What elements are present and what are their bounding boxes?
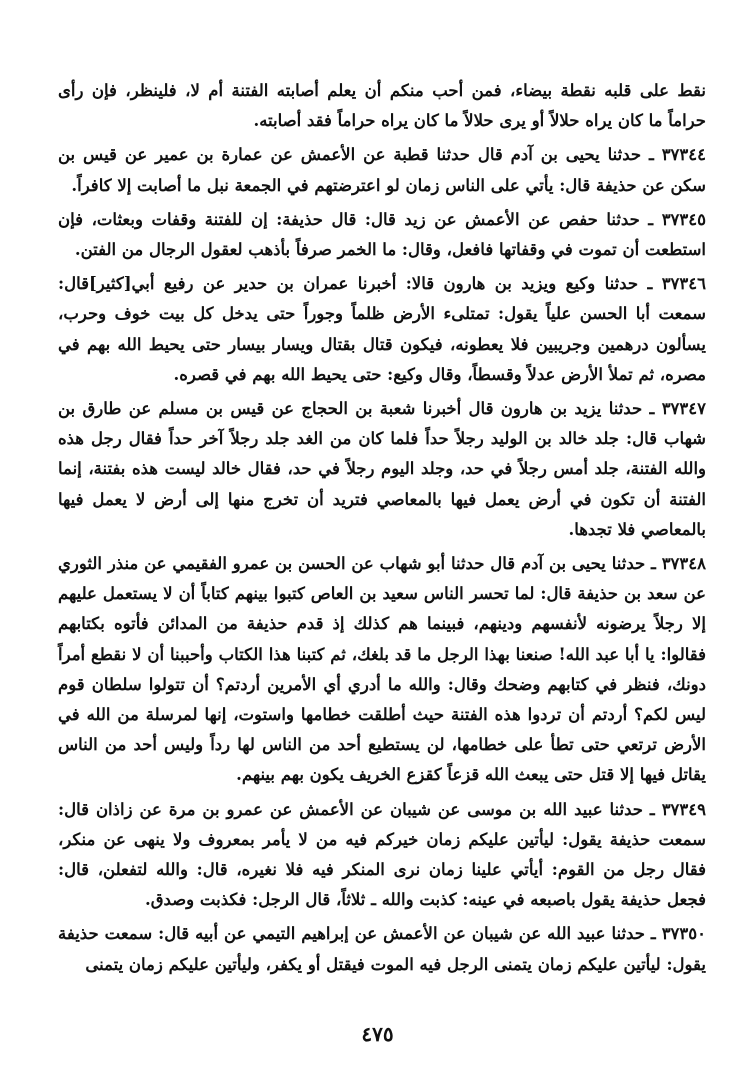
hadith-37344: ٣٧٣٤٤ ـ حدثنا يحيى بن آدم قال حدثنا قطبة عن الأعمش عن عمارة بن عمير عن قيس بن سكن عن حذيفة قال: يأتي على الناس زمان لو اعترضتهم في الجمعة نبل ما أصابت إلا كافراً. bbox=[58, 145, 706, 195]
page-body bbox=[58, 76, 706, 980]
hadith-37346: ٣٧٣٤٦ ـ حدثنا وكيع ويزيد بن هارون قالا: أخبرنا عمران بن حدير عن رفيع أبي[كثير]قال: سمعت أبا الحسن علياً يقول: تمتلىء الأرض ظلماً وجوراً حتى يدخل كل بيت خوف وحرب، يسألون درهمين وجريبين فلا يعطونه، فيكون قتال بقتال ويسار بيسار حتى يحيط الله بهم في مصره، ثم تملأ الأرض عدلاً وقسطاً، وقال وكيع: حتى يحيط الله بهم في قصره. bbox=[58, 274, 706, 384]
hadith-37348: ٣٧٣٤٨ ـ حدثنا يحيى بن آدم قال حدثنا أبو شهاب عن الحسن بن عمرو الفقيمي عن منذر الثوري عن سعد بن حذيفة قال: لما تحسر الناس سعيد بن العاص كتبوا بينهم كتاباً أن لا يستعمل عليهم إلا رجلاً يرضونه لأنفسهم ودينهم، فبينما هم كذلك إذ قدم حذيفة من المدائن فأتوه بكتابهم فقالوا: يا أبا عبد الله! صنعنا بهذا الرجل ما قد بلغك، ثم كتبنا هذا الكتاب وأحببنا أن لا نقطع أمراً دونك، فنظر في كتابهم وضحك وقال: والله ما أدري أي الأمرين أردتم؟ أن تتولوا سلطان قوم ليس لكم؟ أردتم أن تردوا هذه الفتنة حيث أطلقت خطامها واستوت، إنها لمرسلة من الله في الأرض ترتعي حتى تطأ على خطامها، لن يستطيع أحد من الناس لها رداً وليس أحد من الناس يقاتل فيها إلا قتل حتى يبعث الله قزعاً كقزع الخريف يكون بهم بينهم. bbox=[58, 554, 706, 785]
hadith-37345: ٣٧٣٤٥ ـ حدثنا حفص عن الأعمش عن زيد قال: قال حذيفة: إن للفتنة وقفات وبعثات، فإن استطعت أن تموت في وقفاتها فافعل، وقال: ما الخمر صرفاً بأذهب لعقول الرجال من الفتن. bbox=[58, 209, 706, 260]
hadith-37350: ٣٧٣٥٠ ـ حدثنا عبيد الله عن شيبان عن الأعمش عن إبراهيم التيمي عن أبيه قال: سمعت حذيفة يقول: ليأتين عليكم زمان يتمنى الرجل فيه الموت فيقتل أو يكفر، وليأتين عليكم زمان يتمنى bbox=[58, 924, 706, 974]
hadith-37347: ٣٧٣٤٧ ـ حدثنا يزيد بن هارون قال أخبرنا شعبة بن الحجاج عن قيس بن مسلم عن طارق بن شهاب قال: جلد خالد بن الوليد رجلاً حداً فلما كان من الغد جلد رجلاً آخر حداً فقال رجل هذه والله الفتنة، جلد أمس رجلاً في حد، وجلد اليوم رجلاً في حد، فقال خالد ليست هذه بفتنة، إنما الفتنة أن تكون في أرض يعمل فيها بالمعاصي فتريد أن تخرج منها إلى أرض لا يعمل فيها بالمعاصي فلا تجدها. bbox=[58, 399, 706, 539]
page-number: ٤٧٥ bbox=[361, 1022, 394, 1046]
hadith-37349: ٣٧٣٤٩ ـ حدثنا عبيد الله بن موسى عن شيبان عن الأعمش عن عمرو بن مرة عن زاذان قال: سمعت حذيفة يقول: ليأتين عليكم زمان خيركم فيه من لا يأمر بمعروف ولا ينهى عن منكر، فقال رجل من القوم: أيأتي علينا زمان نرى المنكر فيه فلا نغيره، قال: والله لتفعلن، قال: فجعل حذيفة يقول باصبعه في عينه: كذبت والله ـ ثلاثاً، قال الرجل: فكذبت وصدق. bbox=[58, 799, 706, 910]
paragraph-continuation: نقط على قلبه نقطة بيضاء، فمن أحب منكم أن يعلم أصابته الفتنة أم لا، فلينظر، فإن رأى حراماً ما كان يراه حلالاً أو يرى حلالاً ما كان يراه حراماً فقد أصابته. bbox=[58, 81, 706, 131]
